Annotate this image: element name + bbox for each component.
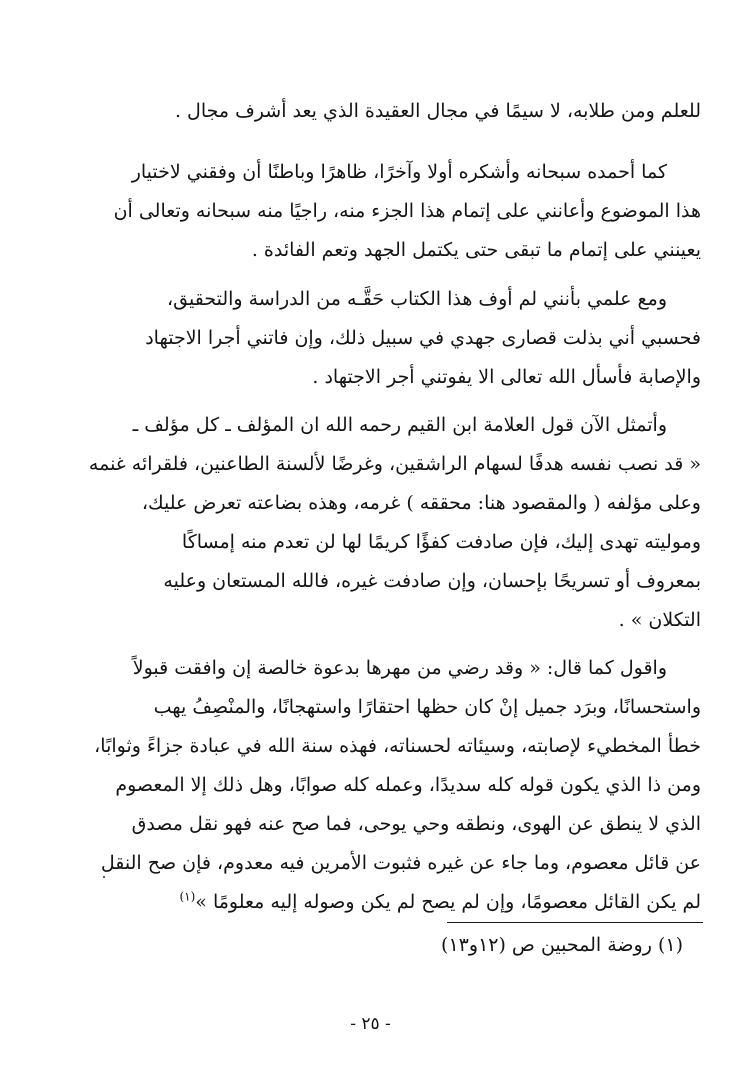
text-line: لم يكن القائل معصومًا، وإن لم يصح لم يكن وصوله إليه معلومًا » <box>195 891 701 913</box>
text-line: كما أحمده سبحانه وأشكره أولا وآخرًا، ظاهرًا وباطنًا أن وفقني لاختيار <box>131 161 667 183</box>
text-line: خطأ المخطيء لإصابته، وسيئاته لحسناته، فهذه سنة الله في عبادة جزاءً وثوابًا، <box>94 735 701 757</box>
text-line: يعينني على إتمام ما تبقى حتى يكتمل الجهد وتعم الفائدة . <box>251 239 701 261</box>
text-line: ومن ذا الذي يكون قوله كله سديدًا، وعمله كله صوابًا، وهل ذلك إلا المعصوم <box>115 774 701 796</box>
text-line: ومع علمي بأنني لم أوف هذا الكتاب حَقَّـه من الدراسة والتحقيق، <box>167 288 667 310</box>
scan-speck <box>103 876 105 878</box>
text-line: وأتمثل الآن قول العلامة ابن القيم رحمه الله ان المؤلف ـ كل مؤلف ـ <box>132 414 667 436</box>
footnote-separator <box>447 922 703 923</box>
text-line: واقول كما قال: « وقد رضي من مهرها بدعوة خالصة إن وافقت قبولاً <box>132 657 667 679</box>
text-line: بمعروف أو تسريحًا بإحسان، وإن صادفت غيره، فالله المستعان وعليه <box>163 570 701 592</box>
text-line: واستحسانًا، وبرَد جميل إنْ كان حظها احتقارًا واستهجانًا، والمنْصِفُ يهب <box>153 696 701 718</box>
footnote: (١) روضة المحبين ص (١٢و١٣) <box>441 934 683 956</box>
footnote-reference[interactable]: (١) <box>179 889 196 904</box>
text-line: « قد نصب نفسه هدفًا لسهام الراشقين، وغرضًا لألسنة الطاعنين، فلقرائه غنمه <box>88 453 701 475</box>
page-number: - ٢٥ - <box>350 1014 391 1034</box>
text-line: التكلان » . <box>618 609 701 631</box>
text-line: للعلم ومن طلابه، لا سيمًا في مجال العقيدة الذي يعد أشرف مجال . <box>174 100 701 122</box>
text-line: هذا الموضوع وأعانني على إتمام هذا الجزء منه، راجيًا منه سبحانه وتعالى أن <box>113 200 701 222</box>
text-line-with-footnote-ref <box>29 883 701 922</box>
text-line: وعلى مؤلفه ( والمقصود هنا: محققه ) غرمه، وهذه بضاعته تعرض عليك، <box>141 492 701 514</box>
text-line: ومولیته تهدى إلیك، فإن صادفت كفؤًا كريمًا لها لن تعدم منه إمساكًا <box>181 531 701 553</box>
paragraph-2 <box>29 153 701 270</box>
paragraph-1 <box>29 92 701 131</box>
text-line: عن قائل معصوم، وما جاء عن غيره فثبوت الأمرين فيه معدوم، فإن صح النقل <box>100 852 701 874</box>
paragraph-4-quote <box>29 406 701 640</box>
paragraph-3 <box>29 280 701 397</box>
text-line: والإصابة فأسأل الله تعالى الا يفوتني أجر الاجتهاد . <box>312 366 701 388</box>
text-line: الذي لا ينطق عن الهوى، ونطقه وحي يوحى، فما صح عنه فهو نقل مصدق <box>131 813 701 835</box>
text-line: فحسبي أني بذلت قصارى جهدي في سبيل ذلك، وإن فاتني أجرا الاجتهاد <box>145 327 701 349</box>
paragraph-5-quote <box>29 649 701 922</box>
